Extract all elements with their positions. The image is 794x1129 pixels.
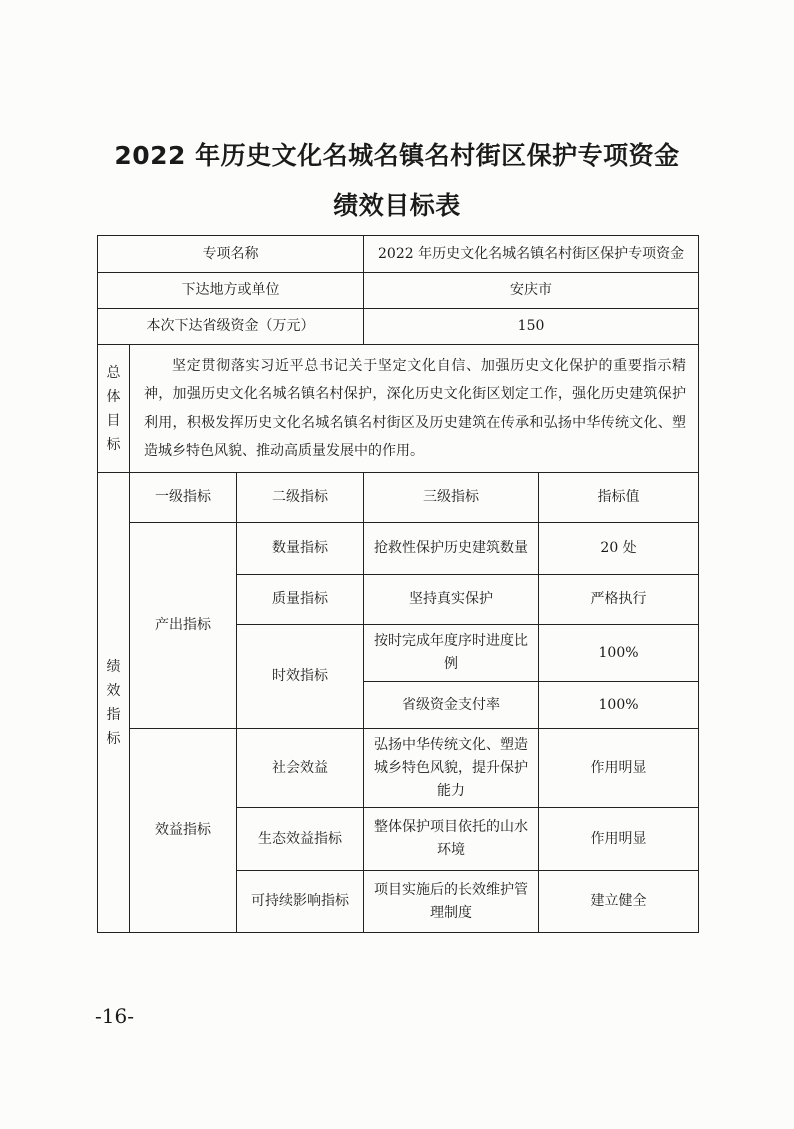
performance-target-table (97, 235, 699, 933)
table-row (98, 523, 699, 575)
sustain-value: 建立健全 (539, 871, 699, 933)
table-row (98, 236, 699, 273)
output-indicator: 产出指标 (130, 523, 237, 729)
eco-value: 作用明显 (539, 808, 699, 871)
document-title-line1: 2022 年历史文化名城名镇名村街区保护专项资金 (114, 141, 680, 170)
social-indicator: 社会效益 (237, 729, 364, 808)
header-level2: 二级指标 (237, 473, 364, 523)
benefit-indicator: 效益指标 (130, 729, 237, 933)
quantity-value: 20 处 (539, 523, 699, 575)
timeliness-indicator: 时效指标 (237, 625, 364, 729)
quality-value: 严格执行 (539, 575, 699, 625)
table-row (98, 309, 699, 345)
overall-goal-label: 总 体 目 标 (98, 345, 130, 473)
project-name-label: 专项名称 (98, 236, 364, 273)
unit-label: 下达地方或单位 (98, 273, 364, 309)
page-number: -16- (95, 1004, 134, 1028)
timeliness-value-2: 100% (539, 682, 699, 729)
eco-indicator: 生态效益指标 (237, 808, 364, 871)
timeliness-value-1: 100% (539, 625, 699, 682)
header-level3: 三级指标 (364, 473, 539, 523)
table-row (98, 729, 699, 808)
table-header-row (98, 473, 699, 523)
table-row (98, 345, 699, 473)
timeliness-item-1: 按时完成年度序时进度比例 (364, 625, 539, 682)
indicators-label: 绩 效 指 标 (98, 473, 130, 933)
unit-value: 安庆市 (364, 273, 699, 309)
funds-label: 本次下达省级资金（万元） (98, 309, 364, 345)
document-title-line2: 绩效目标表 (333, 191, 461, 220)
quality-item: 坚持真实保护 (364, 575, 539, 625)
quantity-indicator: 数量指标 (237, 523, 364, 575)
project-name-value: 2022 年历史文化名城名镇名村街区保护专项资金 (364, 236, 699, 273)
quality-indicator: 质量指标 (237, 575, 364, 625)
social-value: 作用明显 (539, 729, 699, 808)
quantity-item: 抢救性保护历史建筑数量 (364, 523, 539, 575)
funds-value: 150 (364, 309, 699, 345)
sustain-indicator: 可持续影响指标 (237, 871, 364, 933)
header-level1: 一级指标 (130, 473, 237, 523)
table-row (98, 273, 699, 309)
social-item: 弘扬中华传统文化、塑造城乡特色风貌，提升保护能力 (364, 729, 539, 808)
header-value: 指标值 (539, 473, 699, 523)
sustain-item: 项目实施后的长效维护管理制度 (364, 871, 539, 933)
overall-goal-text: 坚定贯彻落实习近平总书记关于坚定文化自信、加强历史文化保护的重要指示精神，加强历史文化名城名镇名村保护，深化历史文化街区划定工作，强化历史建筑保护利用，积极发挥历史文化名城名镇名村街区及历史建筑在传承和弘扬中华传统文化、塑造城乡特色风貌、推动高质量发展中的作用。 (130, 345, 699, 473)
timeliness-item-2: 省级资金支付率 (364, 682, 539, 729)
eco-item: 整体保护项目依托的山水环境 (364, 808, 539, 871)
